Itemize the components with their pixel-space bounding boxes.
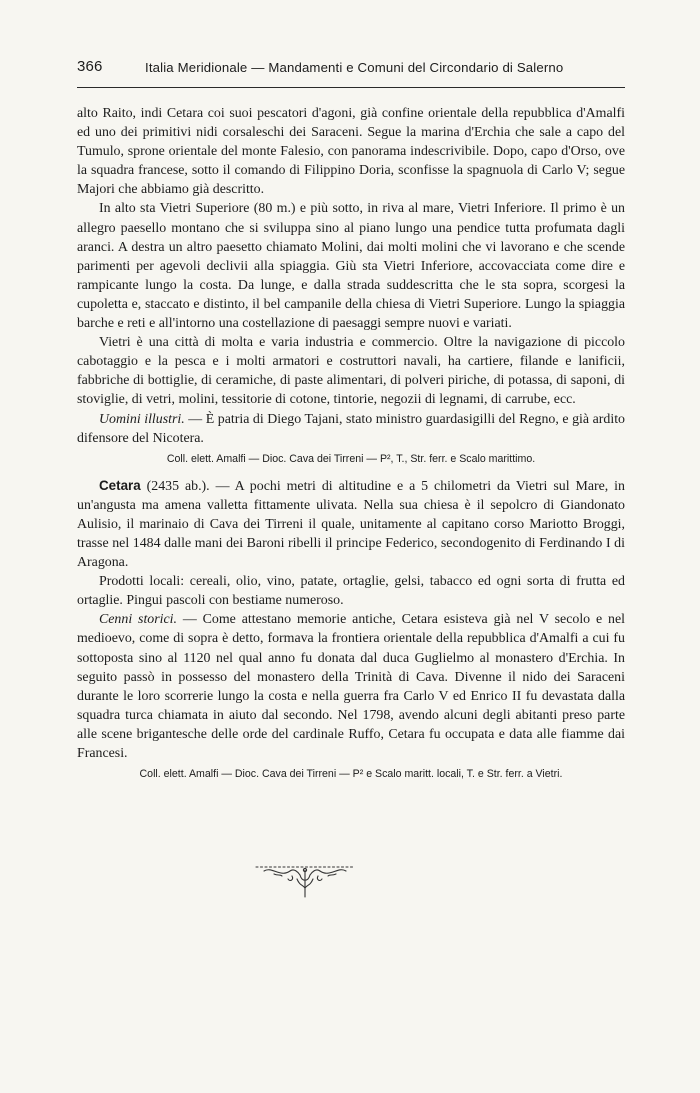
footnote-cetara: Coll. elett. Amalfi — Dioc. Cava dei Tirreni — P² e Scalo maritt. locali, T. e Str. ferr. a Vietri. bbox=[139, 768, 563, 781]
decorative-vignette-icon bbox=[250, 862, 360, 902]
header-rule bbox=[77, 87, 625, 88]
page-number: 366 bbox=[77, 58, 103, 75]
paragraph-cenni-storici bbox=[77, 610, 625, 763]
cenni-storici-label: Cenni storici. bbox=[99, 612, 178, 628]
cenni-storici-text: — Come attestano memorie antiche, Cetara esisteva già nel V secolo e nel medioevo, come di sopra è detto, formava la frontiera orientale della repubblica d'Amalfi a cui fu sottoposta sino al 1120 nel qual anno fu donata dal duca Guglielmo al monastero d'Erchia. In seguito passò in possesso del monastero della Trinità di Cava. Divenne il nido dei Saraceni durante le loro scorrerie lungo la costa e nella guerra fra Carlo V ed Enrico II fu devastata dalla squadra turca chiamata in aiuto dal secondo. Nel 1798, avendo alcuni degli abitanti preso parte alle scene brigantesche delle orde del cardinale Ruffo, Cetara fu occupata e data alle fiamme dai Francesi. bbox=[77, 612, 625, 761]
running-title: Italia Meridionale — Mandamenti e Comuni del Circondario di Salerno bbox=[145, 60, 564, 75]
uomini-illustri-text: — È patria di Diego Tajani, stato ministro guardasigilli del Regno, e già ardito difensore del Nicotera. bbox=[77, 411, 626, 446]
uomini-illustri-label: Uomini illustri. bbox=[99, 411, 185, 427]
paragraph-vietri-superiore: In alto sta Vietri Superiore (80 m.) e più sotto, in riva al mare, Vietri Inferiore. Il primo è un allegro paesello montano che si sviluppa sino al piano lungo una pendice tutta profumata dagli aranci. A destra un altro paesetto chiamato Molini, dai molti molini che vi lavorano e che scende parimenti per agevoli declivii alla spiaggia. Giù sta Vietri Inferiore, accovacciata come dire e rampicante lungo la costa. Da lunge, e dalla strada suddescritta che le sta sopra, scorgesi la cupoletta e, staccato e distinto, il bel campanile della chiesa di Vietri Superiore. Lungo la spiaggia barche e reti e all'intorno una costellazione di paesaggi sempre nuovi e variati. bbox=[77, 201, 625, 332]
cetara-intro-text: (2435 ab.). — A pochi metri di altitudine e a 5 chilometri da Vietri sul Mare, in un'angusta ma amena valletta fittamente ulivata. Nella sua chiesa è il sepolcro di Giandonato Aulisio, il marinaio di Cava dei Tirreni il quale, unitamente al capitano corso Mariotto Broggi, trasse nel 1484 dalle mani dei Baroni ribelli il principe Federico, secondogenito di Ferdinando I di Aragona. bbox=[77, 478, 625, 571]
paragraph-prodotti-locali: Prodotti locali: cereali, olio, vino, patate, ortaglie, gelsi, tabacco ed ogni sorta di frutta ed ortaglie. Pingui pascoli con bestiame numeroso. bbox=[77, 574, 625, 609]
entry-heading-cetara: Cetara bbox=[99, 477, 141, 493]
paragraph-uomini-illustri bbox=[77, 410, 625, 448]
body-text bbox=[77, 104, 625, 791]
paragraph-vietri-industria: Vietri è una città di molta e varia industria e commercio. Oltre la navigazione di piccolo cabotaggio e la pesca e i molti armatori e costruttori navali, ha cartiere, filande e lanificii, fabbriche di bottiglie, di ceramiche, di paste alimentari, di polveri piriche, di potassa, di saponi, di stoviglie, di vetri, molini, tessitorie di cotone, tintorie, negozii di legnami, di carrube, ecc. bbox=[77, 335, 625, 408]
footnote-vietri: Coll. elett. Amalfi — Dioc. Cava dei Tirreni — P², T., Str. ferr. e Scalo marittimo. bbox=[166, 452, 536, 465]
paragraph-cetara bbox=[77, 476, 625, 572]
running-head bbox=[77, 58, 625, 80]
paragraph-raito: alto Raito, indi Cetara coi suoi pescatori d'agoni, già confine orientale della repubblica d'Amalfi ed uno dei primitivi nidi corsaleschi dei Saraceni. Segue la marina d'Erchia che sale a capo del Tumulo, sprone orientale del monte Falesio, con panorama indescrivibile. Dopo, capo d'Orso, ove la squadra francese, sotto il comando di Filippino Doria, sconfisse la spagnuola di Carlo V; segue Majori che abbiamo già descritto. bbox=[77, 106, 625, 198]
